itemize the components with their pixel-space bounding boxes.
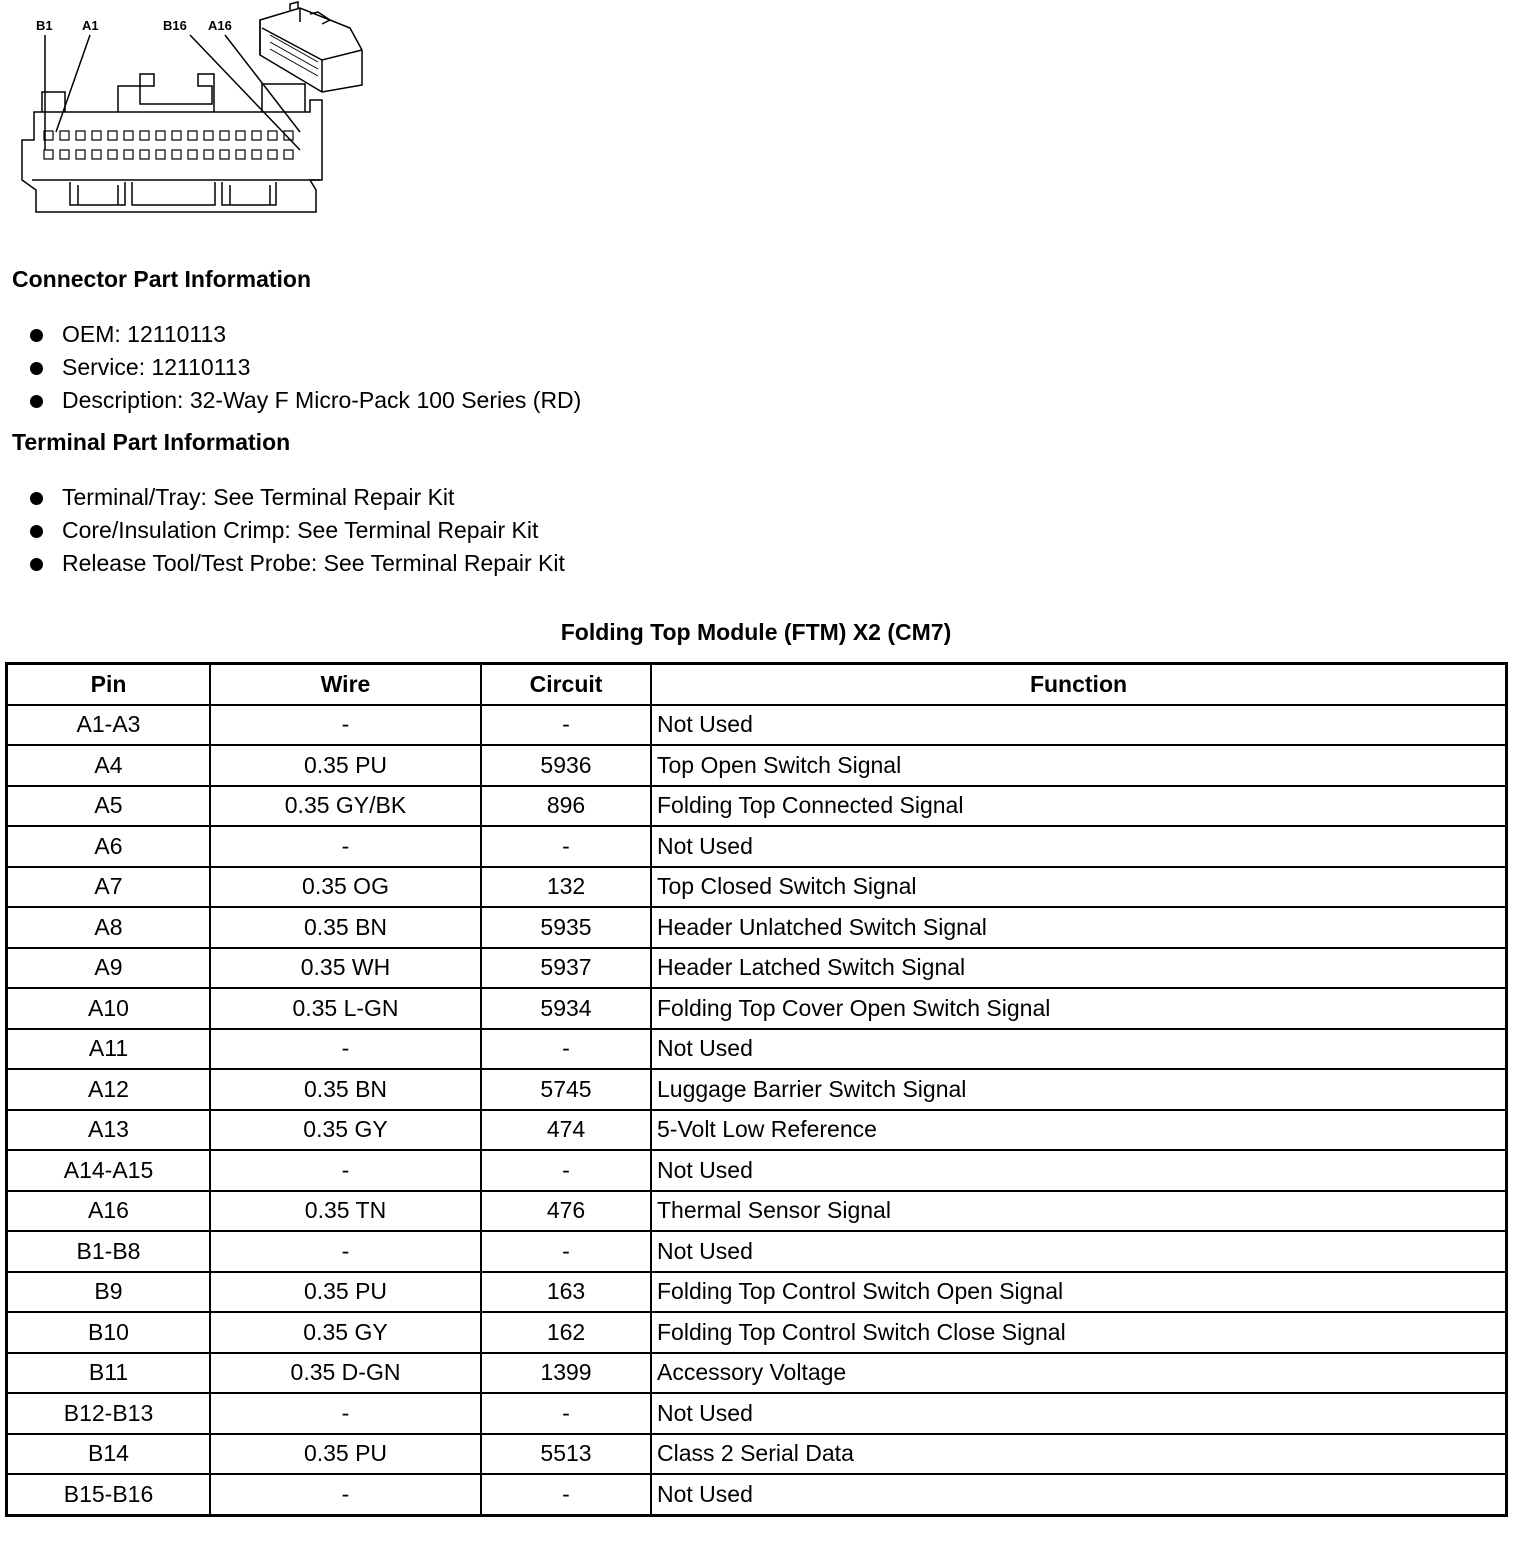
cell-function: Thermal Sensor Signal xyxy=(651,1191,1507,1232)
cell-circuit: - xyxy=(481,1393,651,1434)
header-circuit: Circuit xyxy=(481,664,651,705)
cell-circuit: 5935 xyxy=(481,907,651,948)
cell-circuit: - xyxy=(481,1150,651,1191)
table-row xyxy=(7,948,1507,989)
table-title: Folding Top Module (FTM) X2 (CM7) xyxy=(560,619,952,645)
cell-circuit: 1399 xyxy=(481,1353,651,1394)
cell-function: Accessory Voltage xyxy=(651,1353,1507,1394)
pin-table xyxy=(5,662,1508,1517)
header-wire: Wire xyxy=(210,664,481,705)
label-b1: B1 xyxy=(36,18,53,33)
list-item xyxy=(30,514,565,547)
cell-pin: B14 xyxy=(7,1434,211,1475)
table-row xyxy=(7,1312,1507,1353)
table-row xyxy=(7,1272,1507,1313)
cell-wire: 0.35 L-GN xyxy=(210,988,481,1029)
table-row xyxy=(7,988,1507,1029)
cell-circuit: 5937 xyxy=(481,948,651,989)
table-row xyxy=(7,1353,1507,1394)
table-row xyxy=(7,1191,1507,1232)
list-item-text: Service: 12110113 xyxy=(62,354,251,380)
list-item-text: Release Tool/Test Probe: See Terminal Repair Kit xyxy=(62,550,565,576)
cell-function: Folding Top Control Switch Open Signal xyxy=(651,1272,1507,1313)
cell-circuit: 5934 xyxy=(481,988,651,1029)
table-header-row xyxy=(7,664,1507,705)
cell-wire: - xyxy=(210,1029,481,1070)
cell-wire: 0.35 BN xyxy=(210,907,481,948)
label-b16: B16 xyxy=(163,18,187,33)
cell-function: Not Used xyxy=(651,1393,1507,1434)
cell-wire: 0.35 GY/BK xyxy=(210,786,481,827)
cell-function: Not Used xyxy=(651,826,1507,867)
bullet-icon xyxy=(30,558,43,571)
cell-function: Luggage Barrier Switch Signal xyxy=(651,1069,1507,1110)
cell-wire: - xyxy=(210,1474,481,1515)
cell-wire: 0.35 PU xyxy=(210,1272,481,1313)
table-row xyxy=(7,1110,1507,1151)
cell-function: Folding Top Connected Signal xyxy=(651,786,1507,827)
list-item-text: Description: 32-Way F Micro-Pack 100 Series (RD) xyxy=(62,387,582,413)
cell-wire: 0.35 BN xyxy=(210,1069,481,1110)
cell-pin: A9 xyxy=(7,948,211,989)
cell-circuit: - xyxy=(481,826,651,867)
header-function: Function xyxy=(651,664,1507,705)
cell-wire: - xyxy=(210,705,481,746)
cell-wire: 0.35 PU xyxy=(210,745,481,786)
bullet-icon xyxy=(30,395,43,408)
cell-pin: A5 xyxy=(7,786,211,827)
cell-pin: B10 xyxy=(7,1312,211,1353)
list-item-text: Core/Insulation Crimp: See Terminal Repair Kit xyxy=(62,517,539,543)
table-row xyxy=(7,1231,1507,1272)
cell-wire: 0.35 OG xyxy=(210,867,481,908)
terminal-info-heading: Terminal Part Information xyxy=(12,429,291,455)
connector-diagram xyxy=(0,0,380,225)
cell-circuit: 896 xyxy=(481,786,651,827)
list-item-text: OEM: 12110113 xyxy=(62,321,227,347)
cell-function: Not Used xyxy=(651,705,1507,746)
cell-function: Not Used xyxy=(651,1474,1507,1515)
label-a16: A16 xyxy=(208,18,232,33)
cell-circuit: - xyxy=(481,1029,651,1070)
cell-pin: B9 xyxy=(7,1272,211,1313)
cell-pin: A16 xyxy=(7,1191,211,1232)
table-row xyxy=(7,1434,1507,1475)
cell-function: Class 2 Serial Data xyxy=(651,1434,1507,1475)
cell-pin: B15-B16 xyxy=(7,1474,211,1515)
connector-info-list xyxy=(30,318,581,417)
bullet-icon xyxy=(30,362,43,375)
cell-circuit: - xyxy=(481,1474,651,1515)
cell-pin: A8 xyxy=(7,907,211,948)
cell-circuit: 163 xyxy=(481,1272,651,1313)
table-row xyxy=(7,907,1507,948)
connector-info-heading: Connector Part Information xyxy=(12,266,312,292)
bullet-icon xyxy=(30,525,43,538)
cell-pin: A1-A3 xyxy=(7,705,211,746)
table-row xyxy=(7,1393,1507,1434)
cell-pin: A7 xyxy=(7,867,211,908)
cell-function: Top Open Switch Signal xyxy=(651,745,1507,786)
cell-pin: A11 xyxy=(7,1029,211,1070)
cell-circuit: 5936 xyxy=(481,745,651,786)
cell-circuit: - xyxy=(481,1231,651,1272)
list-item xyxy=(30,318,581,351)
cell-pin: B12-B13 xyxy=(7,1393,211,1434)
table-row xyxy=(7,1029,1507,1070)
cell-circuit: - xyxy=(481,705,651,746)
terminal-info-list xyxy=(30,481,565,580)
cell-circuit: 162 xyxy=(481,1312,651,1353)
cell-wire: 0.35 GY xyxy=(210,1110,481,1151)
cell-function: Header Unlatched Switch Signal xyxy=(651,907,1507,948)
cell-wire: 0.35 GY xyxy=(210,1312,481,1353)
list-item xyxy=(30,384,581,417)
cell-pin: A6 xyxy=(7,826,211,867)
table-row xyxy=(7,1069,1507,1110)
cell-function: 5-Volt Low Reference xyxy=(651,1110,1507,1151)
cell-circuit: 5745 xyxy=(481,1069,651,1110)
cell-pin: A14-A15 xyxy=(7,1150,211,1191)
bullet-icon xyxy=(30,492,43,505)
table-row xyxy=(7,1150,1507,1191)
cell-function: Folding Top Control Switch Close Signal xyxy=(651,1312,1507,1353)
cell-wire: 0.35 PU xyxy=(210,1434,481,1475)
list-item xyxy=(30,481,565,514)
cell-wire: 0.35 WH xyxy=(210,948,481,989)
cell-wire: - xyxy=(210,826,481,867)
cell-pin: A12 xyxy=(7,1069,211,1110)
cell-pin: A4 xyxy=(7,745,211,786)
cell-circuit: 476 xyxy=(481,1191,651,1232)
table-row xyxy=(7,1474,1507,1515)
table-row xyxy=(7,826,1507,867)
table-row xyxy=(7,786,1507,827)
cell-function: Folding Top Cover Open Switch Signal xyxy=(651,988,1507,1029)
cell-pin: A10 xyxy=(7,988,211,1029)
list-item xyxy=(30,547,565,580)
cell-function: Top Closed Switch Signal xyxy=(651,867,1507,908)
list-item xyxy=(30,351,581,384)
label-a1: A1 xyxy=(82,18,99,33)
table-row xyxy=(7,867,1507,908)
cell-wire: 0.35 TN xyxy=(210,1191,481,1232)
cell-function: Not Used xyxy=(651,1231,1507,1272)
cell-circuit: 5513 xyxy=(481,1434,651,1475)
cell-pin: B11 xyxy=(7,1353,211,1394)
cell-wire: - xyxy=(210,1150,481,1191)
cell-pin: A13 xyxy=(7,1110,211,1151)
cell-function: Not Used xyxy=(651,1029,1507,1070)
cell-function: Header Latched Switch Signal xyxy=(651,948,1507,989)
table-row xyxy=(7,705,1507,746)
cell-circuit: 474 xyxy=(481,1110,651,1151)
cell-pin: B1-B8 xyxy=(7,1231,211,1272)
cell-wire: 0.35 D-GN xyxy=(210,1353,481,1394)
header-pin: Pin xyxy=(7,664,211,705)
cell-wire: - xyxy=(210,1231,481,1272)
list-item-text: Terminal/Tray: See Terminal Repair Kit xyxy=(62,484,455,510)
cell-wire: - xyxy=(210,1393,481,1434)
bullet-icon xyxy=(30,329,43,342)
table-row xyxy=(7,745,1507,786)
cell-function: Not Used xyxy=(651,1150,1507,1191)
cell-circuit: 132 xyxy=(481,867,651,908)
